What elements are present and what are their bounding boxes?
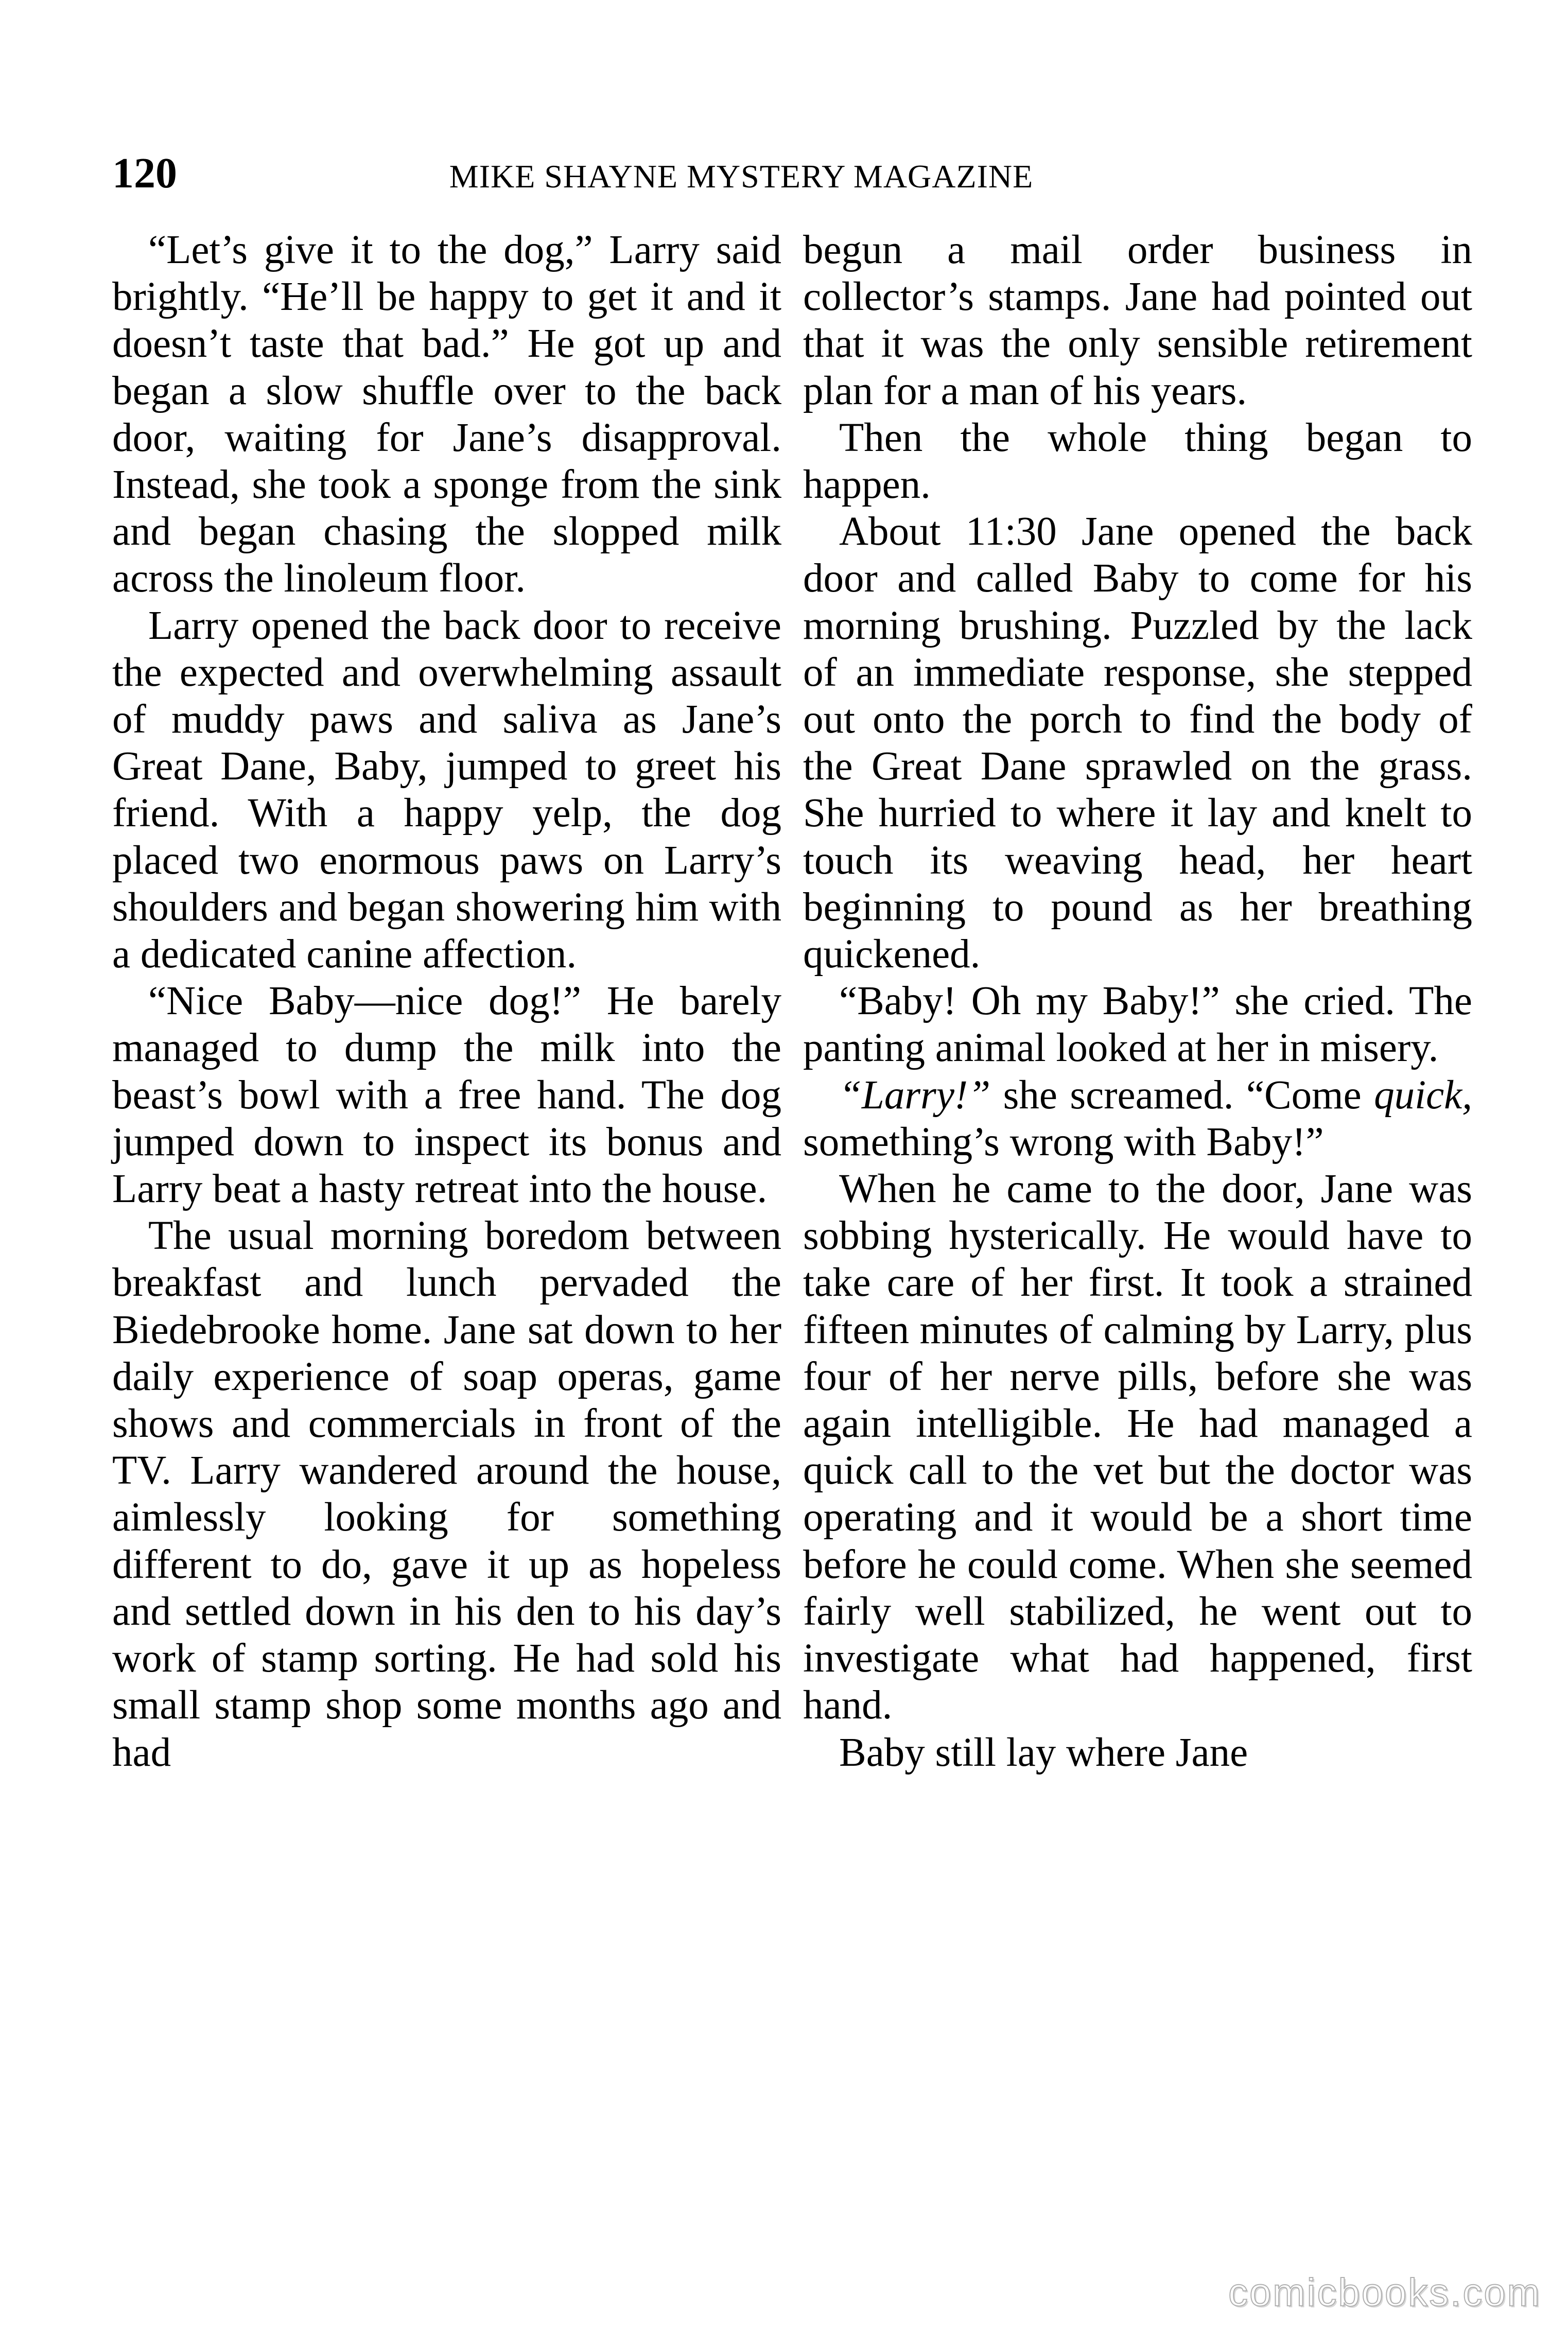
- paragraph: Then the whole thing began to happen.: [803, 415, 1472, 508]
- paragraph: The usual morning boredom between breakfast and lunch pervaded the Biedebrooke home. Jane sat down to her daily experience of soap operas, game shows and commercials in front of the TV. Larry wandered around the house, aimlessly looking for something different to do, gave it up as hopeless and settled down in his den to his day’s work of stamp sorting. He had sold his small stamp shop some months ago and had: [112, 1213, 781, 1775]
- paragraph-scream: [803, 1072, 1472, 1166]
- watermark-logo: comicbooks.com: [1228, 2271, 1541, 2315]
- paragraph: When he came to the door, Jane was sobbing hysterically. He would have to take care of her first. It took a strained fifteen minutes of calming by Larry, plus four of her nerve pills, before she was again intelligible. He had managed a quick call to the vet but the doctor was operating and it would be a short time before he could come. When she seemed fairly well stabilized, he went out to investigate what had happened, first hand.: [803, 1167, 1472, 1728]
- paragraph: Larry opened the back door to receive the expected and overwhelming assault of muddy paws and saliva as Jane’s Great Dane, Baby, jumped to greet his friend. With a happy yelp, the dog placed two enormous paws on Larry’s shoulders and began showering him with a dedicated canine affection.: [112, 603, 781, 977]
- running-head: MIKE SHAYNE MYSTERY MAGAZINE: [449, 158, 1034, 195]
- paragraph: “Let’s give it to the dog,” Larry said brightly. “He’ll be happy to get it and it doesn’t taste that bad.” He got up and began a slow shuffle over to the back door, waiting for Jane’s disapproval. Instead, she took a sponge from the sink and began chasing the slopped milk across the linoleum floor.: [112, 228, 781, 601]
- paragraph: “Nice Baby—nice dog!” He barely managed to dump the milk into the beast’s bowl with a free hand. The dog jumped down to inspect its bonus and Larry beat a hasty retreat into the house.: [112, 979, 781, 1212]
- paragraph: “Baby! Oh my Baby!” she cried. The panting animal looked at her in misery.: [803, 979, 1472, 1071]
- paragraph: Baby still lay where Jane: [839, 1730, 1248, 1775]
- right-column: [803, 227, 1472, 1776]
- scream-text: she screamed. “Come: [990, 1072, 1374, 1118]
- paragraph: About 11:30 Jane opened the back door and called Baby to come for his morning brushing. Puzzled by the lack of an immediate response, she stepped out onto the porch to find the body of the Great Dane sprawled on the grass. She hurried to where it lay and knelt to touch its weaving head, her heart beginning to pound as her breathing quickened.: [803, 509, 1472, 977]
- larry-exclamation: “Larry!”: [839, 1072, 991, 1118]
- paragraph-continuation: begun a mail order business in collector’s stamps. Jane had pointed out that it was the only sensible retirement plan for a man of his years.: [803, 228, 1472, 413]
- quick-emphasis: quick,: [1374, 1072, 1472, 1118]
- scream-text-end: something’s wrong with Baby!”: [803, 1119, 1324, 1164]
- page-number: 120: [112, 149, 177, 197]
- left-column: [112, 227, 781, 1776]
